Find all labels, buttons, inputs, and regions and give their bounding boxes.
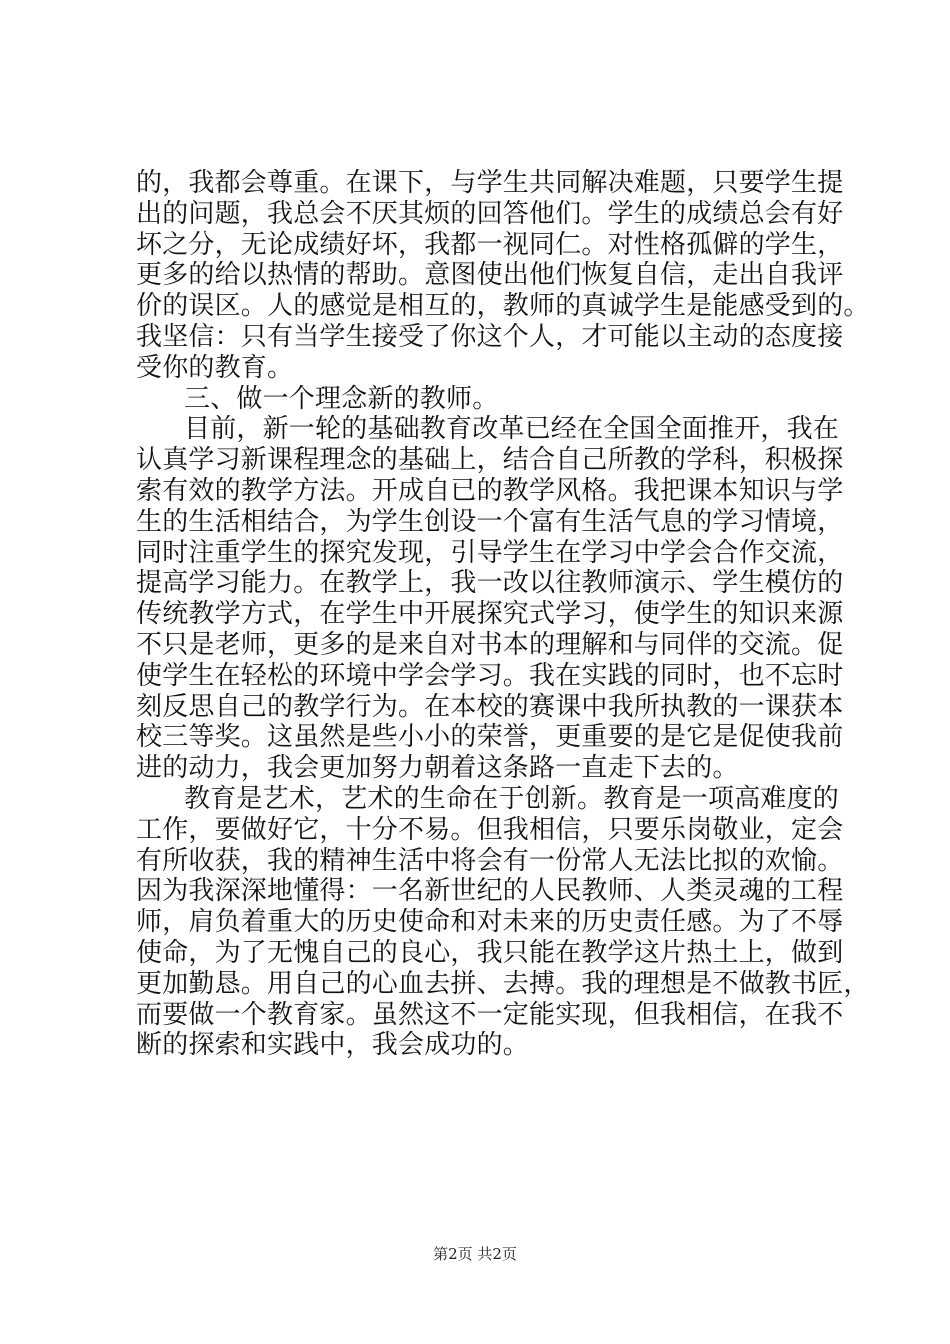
text-line: 教育是艺术，艺术的生命在于创新。教育是一项高难度的 — [184, 783, 840, 814]
document-body — [136, 168, 870, 1061]
text-line: 断的探索和实践中，我会成功的。 — [136, 1030, 530, 1061]
text-line: 师，肩负着重大的历史使命和对未来的历史责任感。为了不辱 — [136, 907, 844, 938]
text-line: 传统教学方式，在学生中开展探究式学习，使学生的知识来源 — [136, 599, 844, 630]
text-line: 坏之分，无论成绩好坏，我都一视同仁。对性格孤僻的学生， — [136, 229, 844, 260]
text-line: 我坚信：只有当学生接受了你这个人，才可能以主动的态度接 — [136, 321, 844, 352]
text-line: 索有效的教学方法。开成自已的教学风格。我把课本知识与学 — [136, 475, 844, 506]
text-line: 使命，为了无愧自己的良心，我只能在教学这片热土上，做到 — [136, 937, 844, 968]
text-line: 生的生活相结合，为学生创设一个富有生活气息的学习情境， — [136, 506, 844, 537]
text-line: 三、做一个理念新的教师。 — [184, 383, 499, 414]
text-line: 认真学习新课程理念的基础上，结合自己所教的学科，积极探 — [136, 445, 844, 476]
text-line: 因为我深深地懂得：一名新世纪的人民教师、人类灵魂的工程 — [136, 876, 844, 907]
text-line: 有所收获，我的精神生活中将会有一份常人无法比拟的欢愉。 — [136, 845, 844, 876]
text-line: 更多的给以热情的帮助。意图使出他们恢复自信，走出自我评 — [136, 260, 844, 291]
text-line: 受你的教育。 — [136, 352, 294, 383]
page-footer — [0, 1244, 950, 1264]
text-line: 价的误区。人的感觉是相互的，教师的真诚学生是能感受到的。 — [136, 291, 870, 322]
text-line: 校三等奖。这虽然是些小小的荣誉，更重要的是它是促使我前 — [136, 722, 844, 753]
text-line: 进的动力，我会更加努力朝着这条路一直走下去的。 — [136, 753, 739, 784]
text-line: 工作，要做好它，十分不易。但我相信，只要乐岗敬业，定会 — [136, 814, 844, 845]
text-line: 而要做一个教育家。虽然这不一定能实现，但我相信，在我不 — [136, 999, 844, 1030]
text-line: 目前，新一轮的基础教育改革已经在全国全面推开，我在 — [184, 414, 840, 445]
page-number-label: 第2页 共2页 — [433, 1245, 517, 1263]
text-line: 更加勤恳。用自己的心血去拼、去搏。我的理想是不做教书匠， — [136, 968, 870, 999]
text-line: 不只是老师，更多的是来自对书本的理解和与同伴的交流。促 — [136, 629, 844, 660]
text-line: 刻反思自己的教学行为。在本校的赛课中我所执教的一课获本 — [136, 691, 844, 722]
text-line: 出的问题，我总会不厌其烦的回答他们。学生的成绩总会有好 — [136, 198, 844, 229]
text-line: 提高学习能力。在教学上，我一改以往教师演示、学生模仿的 — [136, 568, 844, 599]
text-line: 同时注重学生的探究发现，引导学生在学习中学会合作交流， — [136, 537, 844, 568]
text-line: 的，我都会尊重。在课下，与学生共同解决难题，只要学生提 — [136, 168, 844, 198]
text-line: 使学生在轻松的环境中学会学习。我在实践的同时，也不忘时 — [136, 660, 844, 691]
